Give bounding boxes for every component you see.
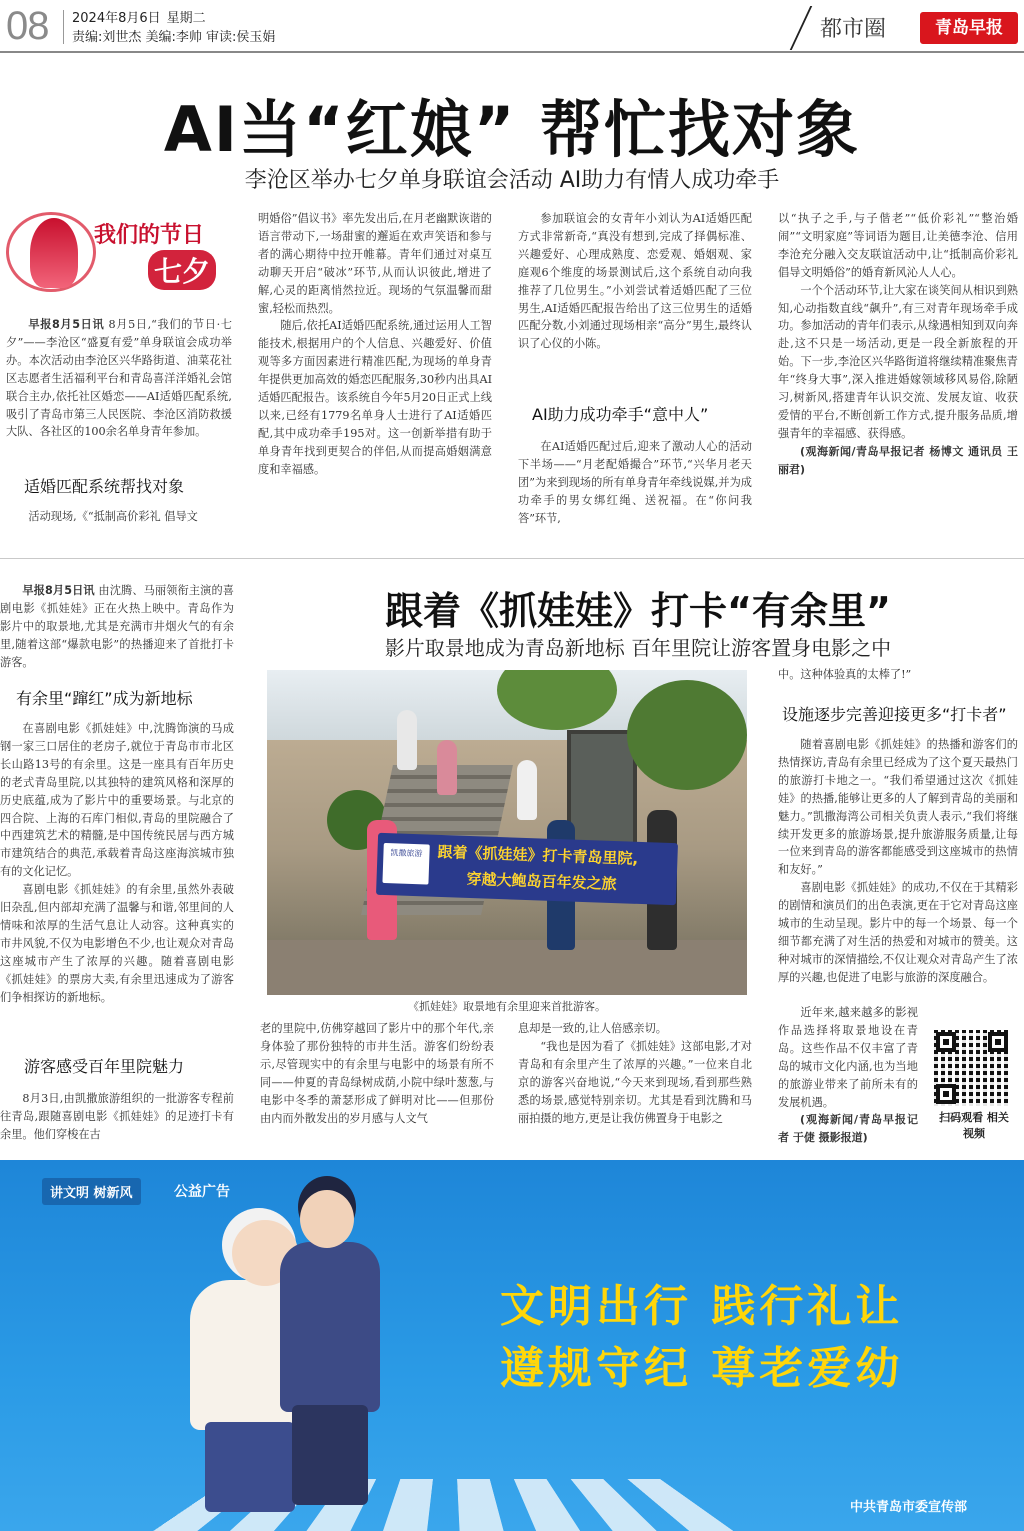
article-paragraph: 明婚俗”倡议书》率先发出后,在月老幽默诙谐的语言带动下,一场甜蜜的邂逅在欢声笑语和参与者的满心期待中拉开帷幕。青年们通过对桌互动聊天开启“破冰”环节,从而认识彼此,增进了解,心灵的距离悄然拉近。现场的气氛温馨而甜蜜,轻松而热烈。 (258, 212, 492, 315)
story1-subheadline: 李沧区举办七夕单身联谊会活动 AI助力有情人成功牵手 (244, 168, 780, 193)
photo-person (517, 760, 537, 820)
page-header (0, 0, 1024, 52)
public-service-ad (0, 1160, 1024, 1531)
article-paragraph: “我也是因为看了《抓娃娃》这部电影,才对青岛和有余里产生了浓厚的兴趣。”一位来自北京的游客兴奋地说,“今天来到现场,看到那些熟悉的场景,感觉特别亲切。尤其是看到沈腾和马丽拍摄的地方,更是让我仿佛置身于电影之 (518, 1039, 752, 1125)
article-paragraph: 近年来,越来越多的影视作品选择将取景地设在青岛。这些作品不仅丰富了青岛的城市文化内涵,也为当地的旅游业带来了前所未有的发展机遇。 (778, 1006, 918, 1109)
article-paragraph: 随着喜剧电影《抓娃娃》的热播和游客们的热情探访,青岛有余里已经成为了这个夏天最热门的旅游打卡地之一。“我们希望通过这次《抓娃娃》的热播,能够让更多的人了解到青岛的美丽和魅力。”凯撒海湾公司相关负责人表示,“我们将继续开发更多的旅游场景,提升旅游服务质量,让每一位来到青岛的游客都能感受到这座城市的热情和友好。” (778, 738, 1018, 877)
story1-subhead-2: AI助力成功牵手“意中人” (532, 405, 709, 424)
story2-subheadline: 影片取景地成为青岛新地标 百年里院让游客置身电影之中 (384, 636, 892, 660)
article-paragraph: 中。这种体验真的太棒了!” (778, 668, 912, 681)
story2-column-1b (0, 720, 234, 1038)
photo-tree (627, 680, 747, 790)
photo-banner (376, 833, 678, 905)
story2-column-4c (778, 1004, 918, 1146)
helper-legs (292, 1405, 368, 1505)
qr-label: 扫码观看 相关视频 (939, 1111, 1009, 1140)
dateline: 早报8月5日讯 (28, 318, 105, 331)
story1-column-1b (6, 508, 232, 530)
issue-weekday: 星期二 (166, 11, 206, 26)
article-paragraph: 在喜剧电影《抓娃娃》中,沈腾饰演的马成钢一家三口居住的老房子,就位于青岛市市北区长山路13号的有余里。这是一座具有百年历史的老式青岛里院,以其独特的建筑风格和深厚的历史底蕴,成为了影片中的重要场景。与北京的四合院、上海的石库门相似,青岛的里院融合了中西建筑艺术的精髓,是中国传统民居与西方城市建筑结合的典范,承载着青岛这座海滨城市独有的文化记忆。 (0, 722, 234, 879)
story2-column-4b (778, 736, 1018, 1026)
section-name: 都市圈 (820, 17, 887, 42)
photo-person (397, 710, 417, 770)
article-paragraph: 随后,依托AI适婚匹配系统,通过运用人工智能技术,根据用户的个人信息、兴趣爱好、价值观等多方面因素进行精准匹配,为现场的单身青年提供更加高效的婚恋匹配服务,30秒内出具AI适婚匹配报告。该系统自今年5月20日正式上线以来,已经有1779名单身人士进行了AI适婚匹配,其中成功牵手195对。这一创新举措有助于单身青年找到更契合的伴侣,从而提高婚姻满意度和幸福感。 (258, 319, 492, 476)
story2-column-4a (778, 666, 1018, 688)
story2-column-1c (0, 1090, 234, 1146)
story1-byline: (观海新闻/青岛早报记者 杨博文 通讯员 王丽君) (778, 444, 1018, 476)
article-paragraph: 喜剧电影《抓娃娃》的有余里,虽然外表破旧杂乱,但内部却充满了温馨与和谐,邻里间的人情味和浓厚的生活气息让人动容。这种真实的市井风貌,不仅为电影增色不少,也让观众对青岛这座城市产生了浓厚的兴趣。随着喜剧电影《抓娃娃》的票房大卖,有余里迅速成为了游客们争相探访的新地标。 (0, 883, 234, 1004)
ad-sponsor: 中共青岛市委宣传部 (850, 1500, 968, 1515)
qr-corner (936, 1084, 956, 1104)
header-divider (63, 10, 64, 44)
article-paragraph: 活动现场,《“抵制高价彩礼 倡导文 (28, 510, 198, 523)
article-paragraph: 一个个活动环节,让大家在谈笑间从相识到熟知,心动指数直线“飙升”,有三对青年现场牵手成功。参加活动的青年们表示,从缘遇相知到双向奔赴,这不只是一场活动,更是一段全新旅程的开始。下一步,李沧区兴华路街道将继续精准聚焦青年“终身大事”,深入推进婚嫁领域移风易俗,除陋习,树新风,搭建青年认识交流、发展友谊、收获爱情的平台,不断创新工作方式,提升服务品质,增强青年的幸福感、获得感。 (778, 283, 1018, 440)
article-paragraph: 8月3日,由凯撒旅游组织的一批游客专程前往青岛,跟随喜剧电影《抓娃娃》的足迹打卡有余里。他们穿梭在古 (0, 1092, 234, 1141)
story2-subhead-1: 有余里“蹿红”成为新地标 (16, 689, 193, 708)
badge-festival: 七夕 (148, 250, 216, 290)
helper-illustration (280, 1242, 380, 1412)
story2-headline: 跟着《抓娃娃》打卡“有余里” (385, 589, 891, 633)
article-paragraph: 喜剧电影《抓娃娃》的成功,不仅在于其精彩的剧情和演员们的出色表演,更在于它对青岛这座城市的生动呈现。影片中的每一个场景、每一个细节都充满了对生活的热爱和对城市的赞美。这种对城市的深情描绘,不仅让观众对青岛产生了浓厚的兴趣,也促进了电影与旅游的深度融合。 (778, 881, 1018, 984)
qr-code-icon[interactable] (934, 1030, 1010, 1106)
badge-title: 我们的节日 (94, 223, 205, 248)
story2-byline: (观海新闻/青岛早报记者 于倢 摄影报道) (778, 1113, 918, 1145)
festival-badge (6, 210, 232, 294)
story1-column-3a (518, 210, 752, 388)
story1-column-4 (778, 210, 1018, 528)
story2-column-3 (518, 1020, 752, 1146)
ad-tag: 讲文明 树新风 (42, 1178, 141, 1205)
dateline: 早报8月5日讯 (22, 584, 95, 597)
article-paragraph: 由沈腾、马丽领衔主演的喜剧电影《抓娃娃》正在火热上映中。青岛作为影片中的取景地,尤其是充满市井烟火气的有余里,随着这部“爆款电影”的热播迎来了首批打卡游客。 (0, 584, 234, 669)
qr-corner (936, 1032, 956, 1052)
story1-column-2 (258, 210, 492, 528)
banner-logo: 凯撒旅游 (382, 843, 429, 885)
story1-column-3b (518, 438, 752, 528)
issue-info (72, 9, 281, 47)
newspaper-logo: 青岛早报 (920, 12, 1018, 44)
page-number: 08 (6, 4, 49, 48)
story1-subhead-1: 适婚匹配系统帮找对象 (24, 477, 185, 496)
story2-column-2 (260, 1020, 494, 1146)
story2-subhead-2: 游客感受百年里院魅力 (24, 1057, 185, 1076)
banner-text-line1: 跟着《抓娃娃》打卡青岛里院, (437, 842, 639, 868)
article-paragraph: 老的里院中,仿佛穿越回了影片中的那个年代,亲身体验了那份独特的市井生活。游客们纷纷表示,尽管现实中的有余里与电影中的场景有所不同——仲夏的青岛绿树成荫,小院中绿叶葱葱,与电影中冬季的萧瑟形成了鲜明对比——但那份由内而外散发出的岁月感与人文气 (260, 1022, 494, 1125)
article-paragraph: 8月5日,“我们的节日·七夕”——李沧区“盛夏有爱”单身联谊会成功举办。本次活动由李沧区兴华路街道、油菜花社区志愿者生活福利平台和青岛喜洋洋婚礼会馆联合主办,依托社区婚恋——AI适婚匹配系统,吸引了青岛市第三人民医院、李沧区消防救援大队、各社区的100余名单身青年参加。 (6, 318, 232, 439)
news-photo (267, 670, 747, 995)
photo-person (437, 740, 457, 795)
article-paragraph: 在AI适婚匹配过后,迎来了激动人心的活动下半场——“月老配婚撮合”环节,“兴华月老天团”为来到现场的所有单身青年牵线说媒,并为成功牵手的男女绑红绳、送祝福。在“你问我答”环节, (518, 440, 752, 525)
helper-head (300, 1190, 354, 1248)
ad-slogan-1: 文明出行 践行礼让 (500, 1281, 904, 1332)
photo-caption: 《抓娃娃》取景地有余里迎来首批游客。 (408, 1000, 606, 1013)
photo-window (567, 730, 637, 850)
article-paragraph: 以“执子之手,与子偕老”“低价彩礼”“整治婚闹”“文明家庭”等词语为题目,让美德李沧、信用李沧充分融入交友联谊活动中,让“抵制高价彩礼 倡导文明婚俗”的婚育新风沁人人心。 (778, 212, 1018, 279)
banner-text-line2: 穿越大鲍岛百年发之旅 (466, 869, 617, 894)
header-slash (790, 6, 813, 50)
story1-headline: AI当“红娘” 帮忙找对象 (163, 93, 861, 166)
elder-legs (205, 1422, 295, 1512)
story-divider (0, 558, 1024, 559)
ad-type: 公益广告 (174, 1184, 230, 1200)
article-paragraph: 参加联谊会的女青年小刘认为AI适婚匹配方式非常新奇,“真没有想到,完成了择偶标准、兴趣爱好、心理成熟度、恋爱观、婚姻观、家庭观6个维度的场景测试后,这个系统自动向我推荐了几位男生。”小刘尝试着适婚匹配了三位男生,AI适婚匹配报告给出了这三位男生的适婚匹配分数,小刘通过现场相亲“高分”男生,最终认识了心仪的小陈。 (518, 212, 752, 351)
story2-subhead-3: 设施逐步完善迎接更多“打卡者” (782, 705, 1007, 724)
article-paragraph: 息却是一致的,让人倍感亲切。 (518, 1022, 667, 1035)
editor-credits: 责编:刘世杰 美编:李帅 审读:侯玉娟 (72, 30, 276, 45)
header-rule (0, 51, 1024, 53)
ad-slogan-2: 遵规守纪 尊老爱幼 (500, 1343, 904, 1394)
story1-column-1a (6, 316, 232, 456)
story2-column-1a (0, 582, 234, 670)
qr-corner (988, 1032, 1008, 1052)
badge-figure-icon (30, 218, 78, 288)
issue-date: 2024年8月6日 (72, 11, 161, 26)
